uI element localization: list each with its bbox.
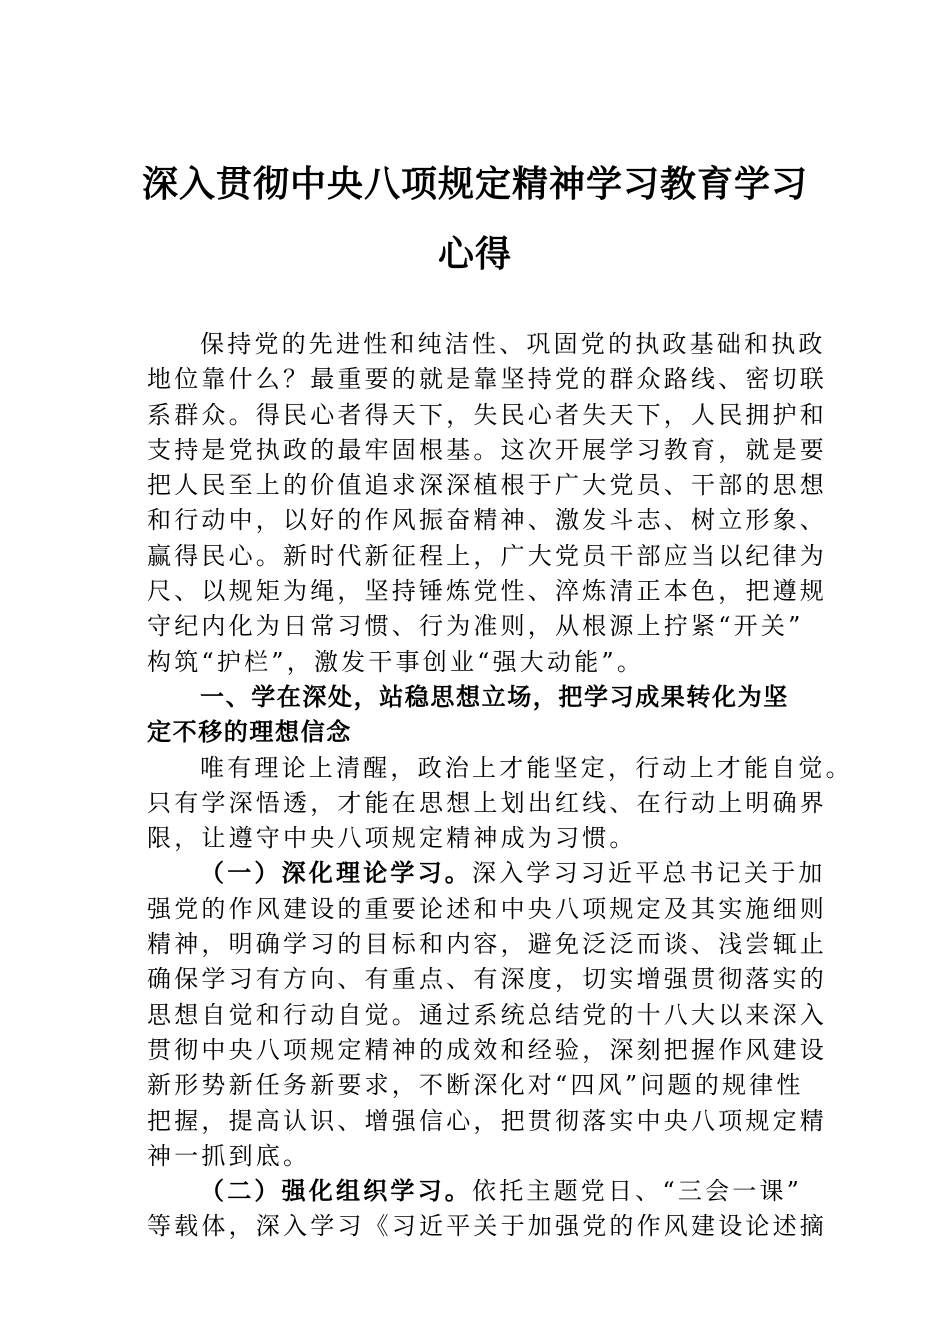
paragraph-line: 只有学深悟透，才能在思想上划出红线、在行动上明确界 (147, 788, 827, 817)
paragraph-line: 和行动中，以好的作风振奋精神、激发斗志、树立形象、 (147, 506, 827, 535)
document-title-line-2: 心得 (437, 233, 512, 275)
paragraph-line: 等载体，深入学习《习近平关于加强党的作风建设论述摘 (147, 1212, 827, 1241)
paragraph-line: 把人民至上的价值追求深深植根于广大党员、干部的思想 (147, 471, 827, 500)
paragraph-line: 精神，明确学习的目标和内容，避免泛泛而谈、浅尝辄止 (147, 930, 827, 959)
paragraph-text: 依托主题党日、“三会一课” (472, 1177, 803, 1206)
paragraph-line: 唯有理论上清醒，政治上才能坚定，行动上才能自觉。 (200, 753, 853, 782)
paragraph-line: 守纪内化为日常习惯、行为准则，从根源上拧紧“开关” (147, 612, 804, 641)
document-body (147, 327, 853, 1245)
document-title-line-1: 深入贯彻中央八项规定精神学习教育学习 (141, 163, 808, 205)
paragraph-line: 保持党的先进性和纯洁性、巩固党的执政基础和执政 (200, 330, 826, 358)
paragraph-line: 地位靠什么？最重要的就是靠坚持党的群众路线、密切联 (147, 365, 827, 394)
paragraph-line: 把握，提高认识、增强信心，把贯彻落实中央八项规定精 (147, 1106, 827, 1135)
paragraph-line: 构筑“护栏”，激发干事创业“强大动能”。 (147, 647, 645, 676)
paragraph-text: 深入学习习近平总书记关于加 (472, 859, 826, 888)
paragraph-line: 限，让遵守中央八项规定精神成为习惯。 (147, 824, 637, 853)
paragraph-line: 确保学习有方向、有重点、有深度，切实增强贯彻落实的 (147, 965, 827, 994)
paragraph-line: 新形势新任务新要求，不断深化对“四风”问题的规律性 (147, 1071, 804, 1100)
section-heading-line: 一、学在深处，站稳思想立场，把学习成果转化为坚 (200, 682, 789, 711)
paragraph-line: 支持是党执政的最牢固根基。这次开展学习教育，就是要 (147, 435, 827, 464)
paragraph-line: 尺、以规矩为绳，坚持锤炼党性、淬炼清正本色，把遵规 (147, 577, 827, 606)
paragraph-line: 强党的作风建设的重要论述和中央八项规定及其实施细则 (147, 894, 827, 923)
subsection-lead: （一）深化理论学习。 (200, 859, 472, 888)
subsection-lead: （二）强化组织学习。 (200, 1177, 472, 1206)
section-heading-line: 定不移的理想信念 (147, 718, 352, 747)
paragraph-line: 贯彻中央八项规定精神的成效和经验，深刻把握作风建设 (147, 1035, 827, 1064)
subsection-first-line (147, 1174, 837, 1209)
paragraph-line: 赢得民心。新时代新征程上，广大党员干部应当以纪律为 (147, 541, 827, 570)
subsection-first-line (147, 856, 837, 891)
paragraph-line: 思想自觉和行动自觉。通过系统总结党的十八大以来深入 (147, 1000, 827, 1029)
paragraph-line: 神一抓到底。 (147, 1141, 311, 1170)
paragraph-line: 系群众。得民心者得天下，失民心者失天下，人民拥护和 (147, 400, 827, 429)
